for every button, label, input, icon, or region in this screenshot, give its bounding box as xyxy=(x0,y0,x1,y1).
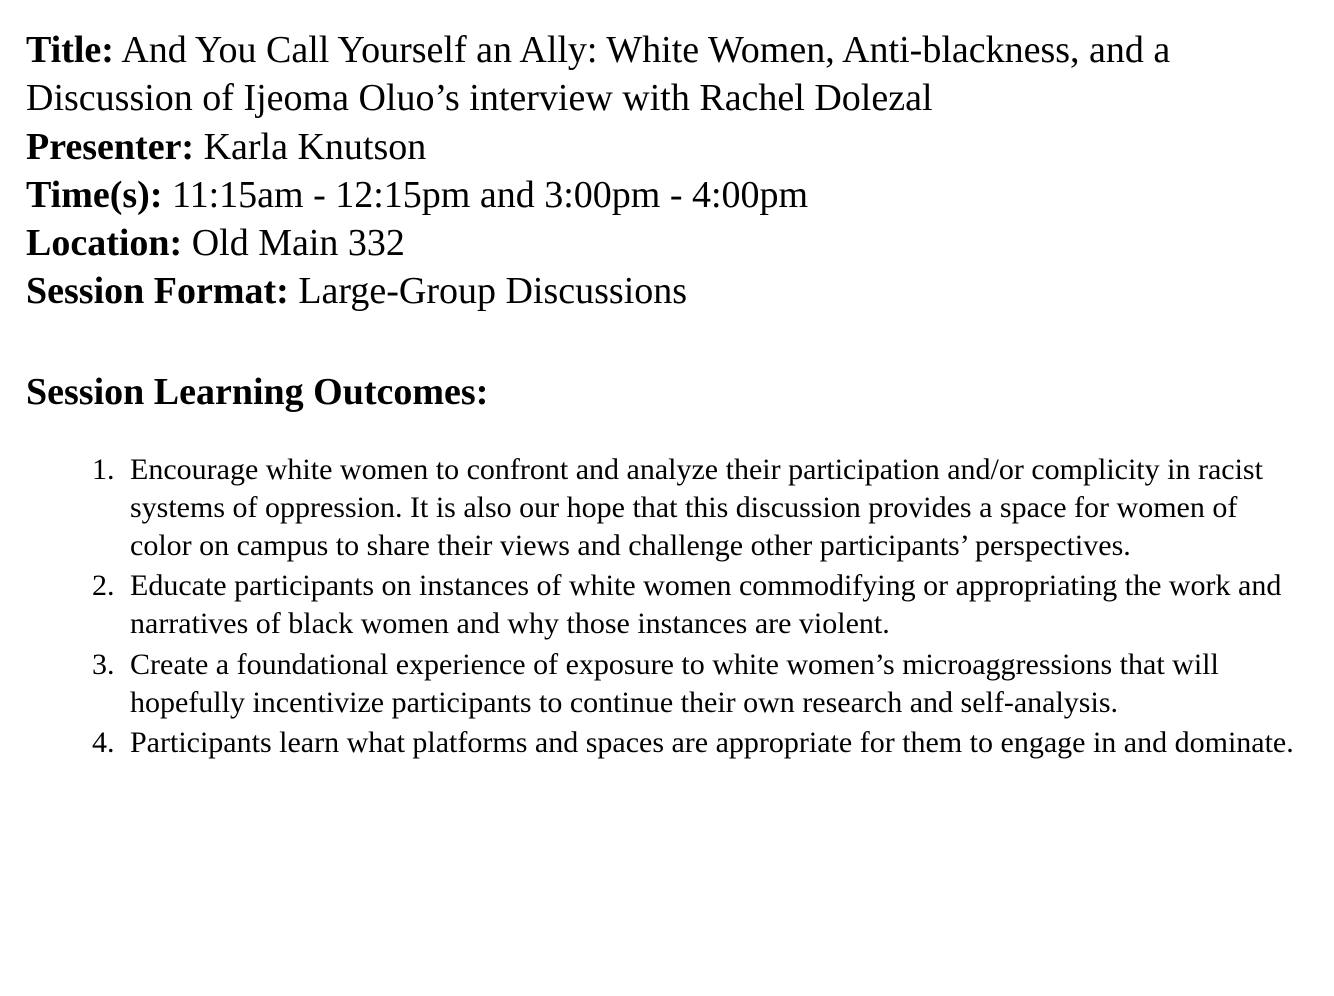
session-learning-outcomes-list xyxy=(26,451,1300,762)
list-item: 2. Educate participants on instances of white women commodifying or appropriating the work and narratives of black women and why those instances are violent. xyxy=(122,567,1300,643)
session-title-label: Title: xyxy=(26,29,114,71)
session-format-line xyxy=(26,267,1300,315)
list-item: 1. Encourage white women to confront and analyze their participation and/or complicity in racist systems of oppression. It is also our hope that this discussion provides a space for women of color on campus to share their views and challenge other participants’ perspectives. xyxy=(122,451,1300,565)
session-title-line xyxy=(26,26,1300,123)
session-title-value: And You Call Yourself an Ally: White Women, Anti-blackness, and a Discussion of Ijeoma Oluo’s interview with Rachel Dolezal xyxy=(26,29,1171,120)
list-item: 4. Participants learn what platforms and spaces are appropriate for them to engage in and dominate. xyxy=(122,724,1300,762)
session-format-value: Large-Group Discussions xyxy=(298,270,688,313)
session-times-line xyxy=(26,171,1300,219)
session-presenter-line xyxy=(26,123,1300,171)
session-location-label: Location: xyxy=(26,222,183,264)
session-times-label: Time(s): xyxy=(26,173,163,216)
list-item: 3. Create a foundational experience of exposure to white women’s microaggressions that will hopefully incentivize participants to continue their own research and self-analysis. xyxy=(122,646,1300,722)
session-times-value: 11:15am - 12:15pm and 3:00pm - 4:00pm xyxy=(172,173,809,216)
session-metadata xyxy=(26,26,1300,316)
session-presenter-label: Presenter: xyxy=(26,125,195,168)
session-presenter-value: Karla Knutson xyxy=(203,125,427,168)
session-format-label: Session Format: xyxy=(26,270,289,313)
session-learning-outcomes-heading: Session Learning Outcomes: xyxy=(26,370,489,413)
session-location-line xyxy=(26,219,1300,267)
session-location-value: Old Main 332 xyxy=(191,222,405,264)
